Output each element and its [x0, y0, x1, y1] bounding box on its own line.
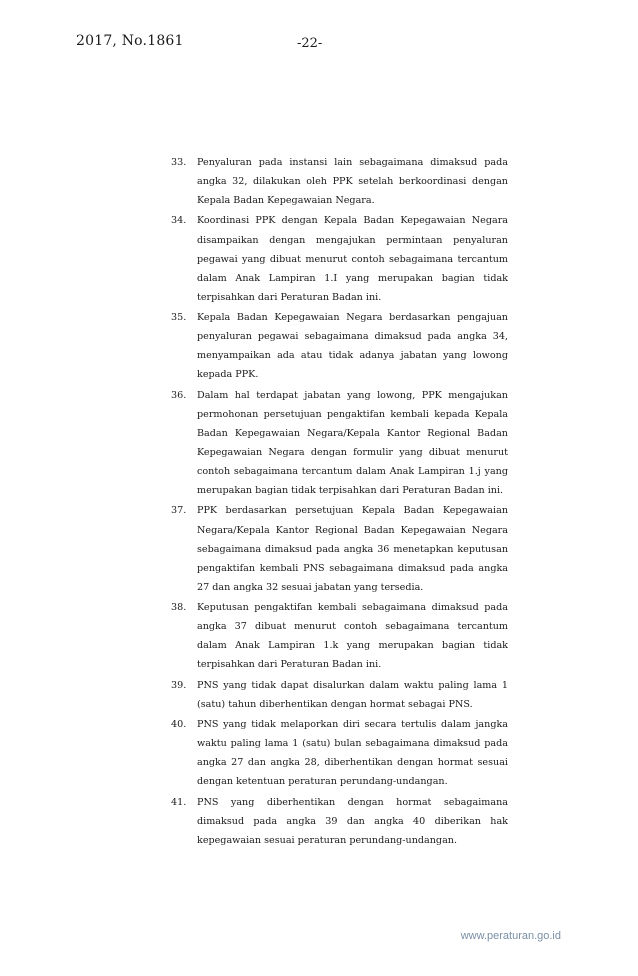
item-number: 33.	[171, 157, 187, 168]
list-item	[168, 676, 508, 714]
page-number: -22-	[297, 36, 323, 51]
item-number: 37.	[171, 505, 187, 517]
list-item	[168, 211, 508, 306]
website-watermark: www.peraturan.go.id	[460, 930, 561, 942]
item-number: 38.	[171, 602, 187, 614]
item-number: 34.	[171, 215, 187, 227]
document-reference: 2017, No.1861	[76, 33, 184, 49]
item-text: Keputusan pengaktifan kembali sebagaimana dimaksud pada angka 37 dibuat menurut contoh sebagaimana tercantum dalam Anak Lampiran 1.k yang merupakan bagian tidak terpisahkan dari Peraturan Badan ini.	[197, 602, 508, 671]
list-item	[168, 308, 508, 384]
item-text: Koordinasi PPK dengan Kepala Badan Kepegawaian Negara disampaikan dengan mengajukan permintaan penyaluran pegawai yang dibuat menurut contoh sebagaimana tercantum dalam Anak Lampiran 1.I yang merupakan bagian tidak terpisahkan dari Peraturan Badan ini.	[197, 215, 508, 303]
item-text: Kepala Badan Kepegawaian Negara berdasarkan pengajuan penyaluran pegawai sebagaimana dimaksud pada angka 34, menyampaikan ada atau tidak adanya jabatan yang lowong kepada PPK.	[197, 312, 508, 381]
list-item	[168, 598, 508, 674]
item-text: Penyaluran pada instansi lain sebagaimana dimaksud pada angka 32, dilakukan oleh PPK setelah berkoordinasi dengan Kepala Badan Kepegawaian Negara.	[197, 157, 508, 207]
item-text: Dalam hal terdapat jabatan yang lowong, PPK mengajukan permohonan persetujuan pengaktifan kembali kepada Kepala Badan Kepegawaian Negara/Kepala Kantor Regional Badan Kepegawaian Negara dengan formulir yang dibuat menurut contoh sebagaimana tercantum dalam Anak Lampiran 1.j yang merupakan bagian tidak terpisahkan dari Peraturan Badan ini.	[197, 389, 508, 497]
list-item	[168, 793, 508, 850]
item-text: PPK berdasarkan persetujuan Kepala Badan Kepegawaian Negara/Kepala Kantor Regional Badan Kepegawaian Negara sebagaimana dimaksud pada angka 36 menetapkan keputusan pengaktifan kembali PNS sebagaimana dimaksud pada angka 27 dan angka 32 sesuai jabatan yang tersedia.	[197, 505, 508, 593]
item-number: 36.	[171, 389, 187, 401]
item-text: PNS yang tidak melaporkan diri secara tertulis dalam jangka waktu paling lama 1 (satu) bulan sebagaimana dimaksud pada angka 27 dan angka 28, diberhentikan dengan hormat sesuai dengan ketentuan peraturan perundang-undangan.	[197, 719, 508, 788]
item-number: 40.	[171, 719, 187, 731]
numbered-list	[168, 153, 508, 851]
item-number: 41.	[171, 796, 187, 808]
item-text: PNS yang diberhentikan dengan hormat sebagaimana dimaksud pada angka 39 dan angka 40 diberikan hak kepegawaian sesuai peraturan perundang-undangan.	[197, 796, 508, 846]
list-item	[168, 715, 508, 791]
list-item	[168, 153, 508, 210]
item-text: PNS yang tidak dapat disalurkan dalam waktu paling lama 1 (satu) tahun diberhentikan dengan hormat sebagai PNS.	[197, 679, 508, 710]
list-item	[168, 501, 508, 596]
list-item	[168, 386, 508, 501]
item-number: 35.	[171, 312, 187, 324]
item-number: 39.	[171, 679, 187, 691]
